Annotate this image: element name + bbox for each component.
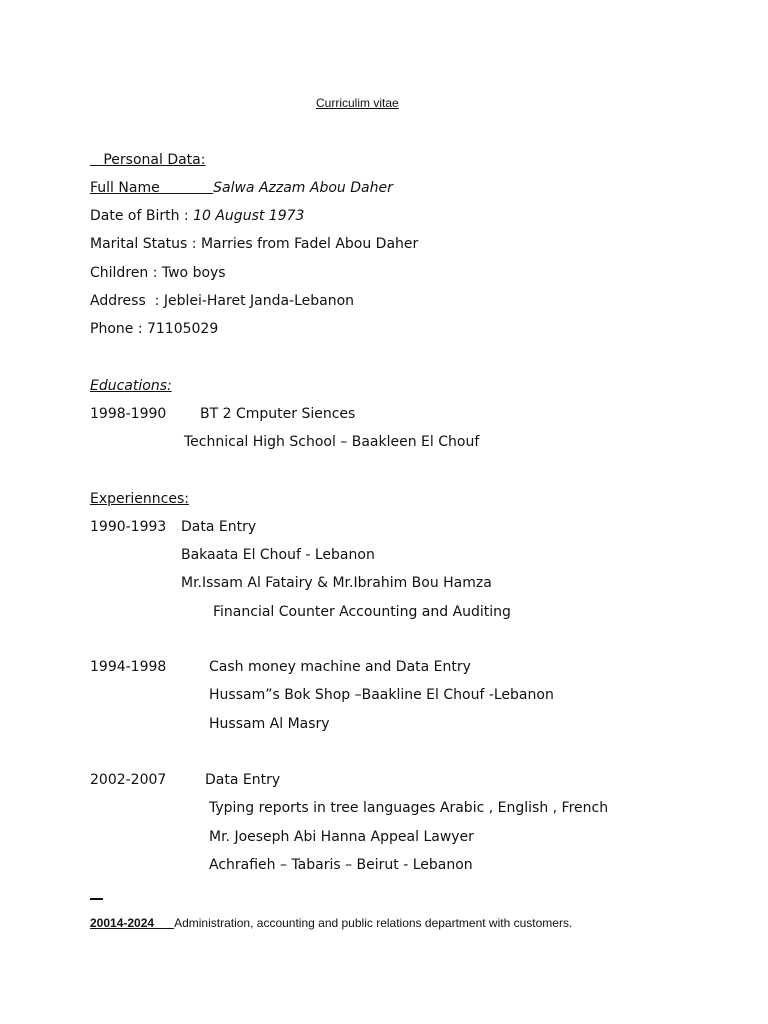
experience-heading: Experiennces: — [90, 491, 189, 507]
document-title: Curriculim vitae — [316, 96, 399, 110]
job3-years: 2002-2007 — [90, 772, 167, 788]
dob-row — [90, 207, 304, 225]
job1-title: Data Entry — [181, 519, 257, 535]
separator-dash — [90, 898, 103, 900]
job3-title: Data Entry — [205, 772, 281, 788]
marital-status: Marital Status : Marries from Fadel Abou Daher — [90, 236, 419, 252]
full-name-value: Salwa Azzam Abou Daher — [213, 180, 393, 196]
education-degree: BT 2 Cmputer Siences — [200, 406, 356, 422]
job4-years: 20014-2024 — [90, 916, 155, 930]
job4-row — [90, 914, 572, 932]
job3-detail: Typing reports in tree languages Arabic , English , French — [209, 800, 609, 816]
personal-data-heading — [90, 151, 205, 169]
job3-place: Achrafieh – Tabaris – Beirut - Lebanon — [209, 857, 473, 873]
phone: Phone : 71105029 — [90, 321, 219, 337]
job2-place: Hussam”s Bok Shop –Baakline El Chouf -Lebanon — [209, 687, 554, 703]
dob-label: Date of Birth : — [90, 208, 194, 224]
job1-years: 1990-1993 — [90, 519, 167, 535]
children: Children : Two boys — [90, 265, 226, 281]
full-name-label: Full Name — [90, 180, 160, 196]
job1-place: Bakaata El Chouf - Lebanon — [181, 547, 375, 563]
job4-detail: Administration, accounting and public relations department with customers. — [174, 916, 573, 930]
full-name-row — [90, 179, 393, 197]
job1-detail: Financial Counter Accounting and Auditing — [213, 604, 511, 620]
education-heading: Educations: — [90, 378, 172, 394]
job2-years: 1994-1998 — [90, 659, 167, 675]
education-years: 1998-1990 — [90, 406, 167, 422]
job2-title: Cash money machine and Data Entry — [209, 659, 471, 675]
dob-value: 10 August 1973 — [193, 208, 305, 224]
address: Address : Jeblei-Haret Janda-Lebanon — [90, 293, 355, 309]
education-school: Technical High School – Baakleen El Chouf — [184, 434, 480, 450]
job2-employer: Hussam Al Masry — [209, 716, 330, 732]
job1-employer: Mr.Issam Al Fatairy & Mr.Ibrahim Bou Hamza — [181, 575, 492, 591]
personal-data-heading-text: Personal Data: — [103, 152, 206, 168]
job3-employer: Mr. Joeseph Abi Hanna Appeal Lawyer — [209, 829, 474, 845]
